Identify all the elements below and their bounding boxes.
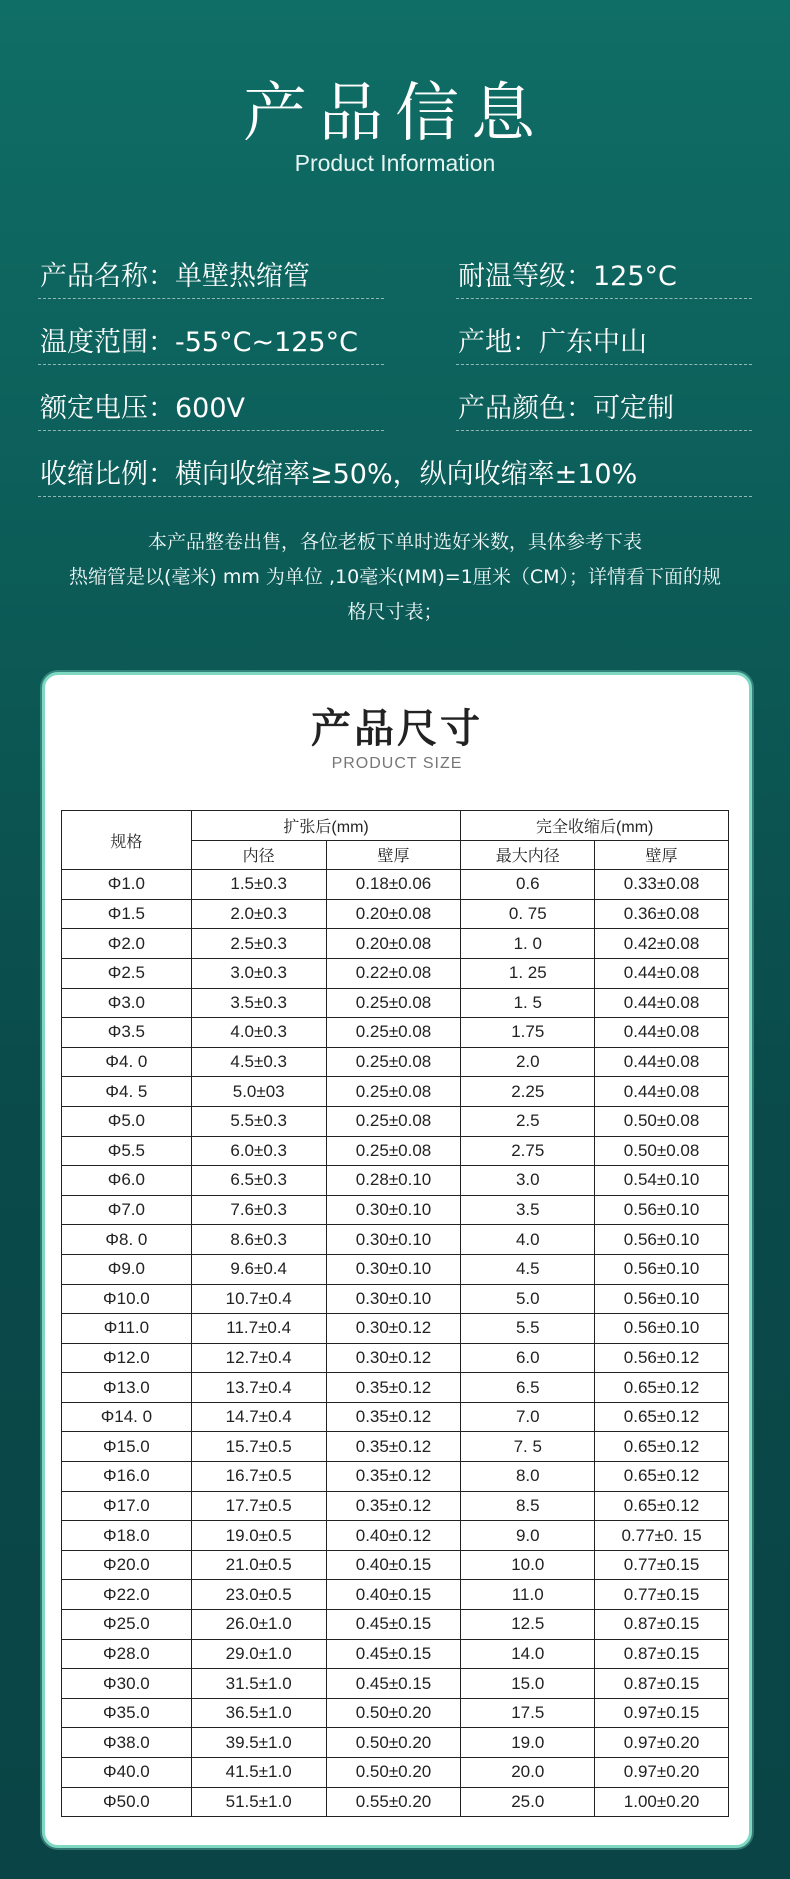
cell-max-inner-diameter: 12.5 (461, 1610, 595, 1640)
cell-wall-shrunk: 0.87±0.15 (595, 1669, 729, 1699)
cell-inner-diameter: 15.7±0.5 (191, 1432, 326, 1462)
cell-max-inner-diameter: 2.75 (461, 1136, 595, 1166)
cell-inner-diameter: 9.6±0.4 (191, 1254, 326, 1284)
table-row (62, 1225, 729, 1255)
cell-wall-shrunk: 0.65±0.12 (595, 1462, 729, 1492)
table-row (62, 1728, 729, 1758)
cell-max-inner-diameter: 3.0 (461, 1166, 595, 1196)
cell-max-inner-diameter: 3.5 (461, 1195, 595, 1225)
cell-spec: Φ4. 5 (62, 1077, 192, 1107)
cell-inner-diameter: 19.0±0.5 (191, 1521, 326, 1551)
cell-wall-shrunk: 0.44±0.08 (595, 988, 729, 1018)
cell-spec: Φ8. 0 (62, 1225, 192, 1255)
table-header-row (62, 811, 729, 841)
cell-max-inner-diameter: 14.0 (461, 1639, 595, 1669)
cell-max-inner-diameter: 17.5 (461, 1698, 595, 1728)
cell-inner-diameter: 39.5±1.0 (191, 1728, 326, 1758)
info-row-3 (38, 368, 752, 434)
cell-wall-shrunk: 0.44±0.08 (595, 1018, 729, 1048)
cell-wall: 0.25±0.08 (326, 1077, 461, 1107)
cell-spec: Φ20.0 (62, 1550, 192, 1580)
table-row (62, 870, 729, 900)
size-table (61, 810, 729, 1817)
cell-spec: Φ38.0 (62, 1728, 192, 1758)
cell-inner-diameter: 14.7±0.4 (191, 1402, 326, 1432)
table-row (62, 1432, 729, 1462)
cell-inner-diameter: 23.0±0.5 (191, 1580, 326, 1610)
cell-max-inner-diameter: 1. 5 (461, 988, 595, 1018)
cell-max-inner-diameter: 7. 5 (461, 1432, 595, 1462)
table-row (62, 1580, 729, 1610)
cell-max-inner-diameter: 2.5 (461, 1106, 595, 1136)
intro-line-1: 本产品整卷出售，各位老板下单时选好米数，具体参考下表 (147, 531, 642, 553)
table-row (62, 1343, 729, 1373)
header-max-inner-diameter: 最大内径 (461, 840, 595, 870)
cell-wall-shrunk: 0.44±0.08 (595, 1047, 729, 1077)
cell-spec: Φ1.0 (62, 870, 192, 900)
cell-spec: Φ17.0 (62, 1491, 192, 1521)
cell-wall-shrunk: 0.77±0.15 (595, 1550, 729, 1580)
table-row (62, 1462, 729, 1492)
table-row (62, 1106, 729, 1136)
cell-inner-diameter: 7.6±0.3 (191, 1195, 326, 1225)
info-voltage: 额定电压：600V (38, 368, 384, 431)
cell-max-inner-diameter: 20.0 (461, 1758, 595, 1788)
info-product-name: 产品名称：单壁热缩管 (38, 236, 384, 299)
cell-inner-diameter: 13.7±0.4 (191, 1373, 326, 1403)
intro-line-3: 格尺寸表； (347, 601, 443, 623)
cell-wall-shrunk: 0.87±0.15 (595, 1639, 729, 1669)
cell-spec: Φ30.0 (62, 1669, 192, 1699)
cell-spec: Φ2.5 (62, 958, 192, 988)
cell-spec: Φ22.0 (62, 1580, 192, 1610)
table-row (62, 1195, 729, 1225)
cell-inner-diameter: 3.0±0.3 (191, 958, 326, 988)
cell-spec: Φ4. 0 (62, 1047, 192, 1077)
cell-spec: Φ11.0 (62, 1314, 192, 1344)
info-origin: 产地：广东中山 (456, 302, 752, 365)
cell-wall: 0.45±0.15 (326, 1639, 461, 1669)
info-row-2 (38, 302, 752, 368)
size-card-subtitle: PRODUCT SIZE (331, 755, 463, 772)
cell-max-inner-diameter: 2.25 (461, 1077, 595, 1107)
intro-text (40, 525, 750, 630)
cell-wall-shrunk: 0.33±0.08 (595, 870, 729, 900)
cell-inner-diameter: 5.0±03 (191, 1077, 326, 1107)
cell-wall-shrunk: 0.65±0.12 (595, 1491, 729, 1521)
cell-wall-shrunk: 0.44±0.08 (595, 1077, 729, 1107)
cell-wall: 0.40±0.15 (326, 1580, 461, 1610)
cell-spec: Φ14. 0 (62, 1402, 192, 1432)
header-expanded: 扩张后(mm) (191, 811, 461, 841)
cell-max-inner-diameter: 2.0 (461, 1047, 595, 1077)
info-row-1 (38, 236, 752, 302)
cell-wall: 0.35±0.12 (326, 1402, 461, 1432)
cell-spec: Φ40.0 (62, 1758, 192, 1788)
cell-inner-diameter: 10.7±0.4 (191, 1284, 326, 1314)
cell-wall-shrunk: 0.65±0.12 (595, 1373, 729, 1403)
table-row (62, 899, 729, 929)
table-row (62, 1669, 729, 1699)
cell-max-inner-diameter: 10.0 (461, 1550, 595, 1580)
cell-wall: 0.18±0.06 (326, 870, 461, 900)
cell-spec: Φ3.5 (62, 1018, 192, 1048)
cell-wall: 0.25±0.08 (326, 1018, 461, 1048)
cell-max-inner-diameter: 4.5 (461, 1254, 595, 1284)
table-row (62, 1698, 729, 1728)
cell-max-inner-diameter: 0.6 (461, 870, 595, 900)
cell-wall: 0.35±0.12 (326, 1491, 461, 1521)
cell-spec: Φ1.5 (62, 899, 192, 929)
cell-inner-diameter: 4.5±0.3 (191, 1047, 326, 1077)
cell-inner-diameter: 3.5±0.3 (191, 988, 326, 1018)
table-row (62, 1077, 729, 1107)
info-temp-range: 温度范围：-55°C~125°C (38, 302, 384, 365)
size-card-title: 产品尺寸 (311, 706, 483, 752)
cell-wall-shrunk: 0.97±0.15 (595, 1698, 729, 1728)
cell-wall: 0.25±0.08 (326, 1106, 461, 1136)
cell-inner-diameter: 8.6±0.3 (191, 1225, 326, 1255)
header-shrunk: 完全收缩后(mm) (461, 811, 729, 841)
cell-inner-diameter: 26.0±1.0 (191, 1610, 326, 1640)
cell-spec: Φ50.0 (62, 1787, 192, 1817)
cell-wall-shrunk: 0.54±0.10 (595, 1166, 729, 1196)
cell-inner-diameter: 16.7±0.5 (191, 1462, 326, 1492)
cell-wall-shrunk: 0.56±0.10 (595, 1225, 729, 1255)
info-shrink-ratio: 收缩比例：横向收缩率≥50%，纵向收缩率±10% (38, 434, 752, 497)
cell-inner-diameter: 29.0±1.0 (191, 1639, 326, 1669)
cell-wall: 0.30±0.10 (326, 1254, 461, 1284)
cell-wall-shrunk: 0.97±0.20 (595, 1758, 729, 1788)
cell-spec: Φ15.0 (62, 1432, 192, 1462)
cell-wall: 0.30±0.10 (326, 1225, 461, 1255)
cell-wall: 0.28±0.10 (326, 1166, 461, 1196)
table-row (62, 1550, 729, 1580)
cell-wall-shrunk: 0.77±0. 15 (595, 1521, 729, 1551)
cell-wall: 0.22±0.08 (326, 958, 461, 988)
cell-inner-diameter: 12.7±0.4 (191, 1343, 326, 1373)
cell-max-inner-diameter: 4.0 (461, 1225, 595, 1255)
cell-inner-diameter: 2.5±0.3 (191, 929, 326, 959)
cell-wall-shrunk: 0.56±0.12 (595, 1343, 729, 1373)
cell-max-inner-diameter: 8.5 (461, 1491, 595, 1521)
cell-wall-shrunk: 0.56±0.10 (595, 1284, 729, 1314)
cell-spec: Φ6.0 (62, 1166, 192, 1196)
cell-max-inner-diameter: 15.0 (461, 1669, 595, 1699)
cell-wall: 0.50±0.20 (326, 1728, 461, 1758)
table-row (62, 1639, 729, 1669)
cell-inner-diameter: 6.5±0.3 (191, 1166, 326, 1196)
header-wall-shrunk: 壁厚 (595, 840, 729, 870)
cell-max-inner-diameter: 1. 0 (461, 929, 595, 959)
cell-wall-shrunk: 0.56±0.10 (595, 1195, 729, 1225)
page-subtitle: Product Information (294, 150, 496, 176)
cell-wall-shrunk: 0.44±0.08 (595, 958, 729, 988)
header-wall: 壁厚 (326, 840, 461, 870)
table-row (62, 1373, 729, 1403)
cell-wall: 0.30±0.12 (326, 1343, 461, 1373)
cell-spec: Φ12.0 (62, 1343, 192, 1373)
table-row (62, 958, 729, 988)
cell-wall: 0.50±0.20 (326, 1698, 461, 1728)
cell-wall-shrunk: 0.65±0.12 (595, 1432, 729, 1462)
cell-spec: Φ25.0 (62, 1610, 192, 1640)
cell-wall: 0.30±0.12 (326, 1314, 461, 1344)
cell-wall-shrunk: 0.56±0.10 (595, 1314, 729, 1344)
cell-spec: Φ35.0 (62, 1698, 192, 1728)
cell-wall: 0.55±0.20 (326, 1787, 461, 1817)
cell-wall-shrunk: 0.42±0.08 (595, 929, 729, 959)
cell-wall-shrunk: 0.50±0.08 (595, 1136, 729, 1166)
cell-wall-shrunk: 0.97±0.20 (595, 1728, 729, 1758)
cell-spec: Φ28.0 (62, 1639, 192, 1669)
cell-wall-shrunk: 0.56±0.10 (595, 1254, 729, 1284)
cell-wall: 0.30±0.10 (326, 1284, 461, 1314)
info-row-4 (38, 434, 752, 500)
cell-max-inner-diameter: 5.5 (461, 1314, 595, 1344)
cell-inner-diameter: 17.7±0.5 (191, 1491, 326, 1521)
cell-inner-diameter: 51.5±1.0 (191, 1787, 326, 1817)
cell-wall: 0.35±0.12 (326, 1432, 461, 1462)
table-row (62, 1254, 729, 1284)
table-row (62, 1787, 729, 1817)
cell-max-inner-diameter: 0. 75 (461, 899, 595, 929)
cell-max-inner-diameter: 11.0 (461, 1580, 595, 1610)
table-row (62, 1047, 729, 1077)
header-inner-diameter: 内径 (191, 840, 326, 870)
table-row (62, 988, 729, 1018)
cell-inner-diameter: 41.5±1.0 (191, 1758, 326, 1788)
cell-max-inner-diameter: 7.0 (461, 1402, 595, 1432)
cell-wall: 0.20±0.08 (326, 899, 461, 929)
table-row (62, 1314, 729, 1344)
cell-wall: 0.35±0.12 (326, 1373, 461, 1403)
table-row (62, 1136, 729, 1166)
cell-wall: 0.45±0.15 (326, 1610, 461, 1640)
cell-inner-diameter: 5.5±0.3 (191, 1106, 326, 1136)
cell-spec: Φ3.0 (62, 988, 192, 1018)
cell-spec: Φ5.0 (62, 1106, 192, 1136)
cell-spec: Φ18.0 (62, 1521, 192, 1551)
size-card (42, 672, 752, 1848)
header-spec: 规格 (62, 811, 192, 870)
table-row (62, 1284, 729, 1314)
cell-wall-shrunk: 0.87±0.15 (595, 1610, 729, 1640)
cell-wall-shrunk: 0.50±0.08 (595, 1106, 729, 1136)
cell-max-inner-diameter: 1. 25 (461, 958, 595, 988)
cell-inner-diameter: 2.0±0.3 (191, 899, 326, 929)
cell-inner-diameter: 21.0±0.5 (191, 1550, 326, 1580)
cell-max-inner-diameter: 6.5 (461, 1373, 595, 1403)
table-row (62, 1521, 729, 1551)
cell-wall: 0.40±0.12 (326, 1521, 461, 1551)
cell-spec: Φ2.0 (62, 929, 192, 959)
cell-wall: 0.50±0.20 (326, 1758, 461, 1788)
table-row (62, 1610, 729, 1640)
cell-spec: Φ10.0 (62, 1284, 192, 1314)
cell-inner-diameter: 36.5±1.0 (191, 1698, 326, 1728)
info-temp-grade: 耐温等级：125°C (456, 236, 752, 299)
cell-spec: Φ13.0 (62, 1373, 192, 1403)
cell-wall-shrunk: 0.77±0.15 (595, 1580, 729, 1610)
cell-inner-diameter: 11.7±0.4 (191, 1314, 326, 1344)
cell-inner-diameter: 6.0±0.3 (191, 1136, 326, 1166)
cell-max-inner-diameter: 19.0 (461, 1728, 595, 1758)
cell-spec: Φ5.5 (62, 1136, 192, 1166)
cell-max-inner-diameter: 25.0 (461, 1787, 595, 1817)
cell-max-inner-diameter: 1.75 (461, 1018, 595, 1048)
cell-spec: Φ7.0 (62, 1195, 192, 1225)
cell-wall-shrunk: 0.65±0.12 (595, 1402, 729, 1432)
table-row (62, 1402, 729, 1432)
cell-wall: 0.35±0.12 (326, 1462, 461, 1492)
info-color: 产品颜色：可定制 (456, 368, 752, 431)
cell-wall: 0.45±0.15 (326, 1669, 461, 1699)
page-title: 产品信息 (243, 77, 547, 151)
cell-wall: 0.25±0.08 (326, 1047, 461, 1077)
cell-inner-diameter: 1.5±0.3 (191, 870, 326, 900)
cell-max-inner-diameter: 5.0 (461, 1284, 595, 1314)
cell-inner-diameter: 31.5±1.0 (191, 1669, 326, 1699)
cell-spec: Φ16.0 (62, 1462, 192, 1492)
cell-max-inner-diameter: 9.0 (461, 1521, 595, 1551)
intro-line-2: 热缩管是以(毫米) mm 为单位 ,10毫米(MM)=1厘米（CM）；详情看下面的规 (69, 566, 721, 588)
table-row (62, 1166, 729, 1196)
table-row (62, 1758, 729, 1788)
table-row (62, 929, 729, 959)
cell-max-inner-diameter: 6.0 (461, 1343, 595, 1373)
cell-wall: 0.20±0.08 (326, 929, 461, 959)
cell-wall: 0.25±0.08 (326, 1136, 461, 1166)
cell-wall-shrunk: 1.00±0.20 (595, 1787, 729, 1817)
cell-inner-diameter: 4.0±0.3 (191, 1018, 326, 1048)
cell-wall: 0.25±0.08 (326, 988, 461, 1018)
cell-max-inner-diameter: 8.0 (461, 1462, 595, 1492)
table-row (62, 1018, 729, 1048)
table-row (62, 1491, 729, 1521)
cell-spec: Φ9.0 (62, 1254, 192, 1284)
cell-wall-shrunk: 0.36±0.08 (595, 899, 729, 929)
cell-wall: 0.40±0.15 (326, 1550, 461, 1580)
cell-wall: 0.30±0.10 (326, 1195, 461, 1225)
